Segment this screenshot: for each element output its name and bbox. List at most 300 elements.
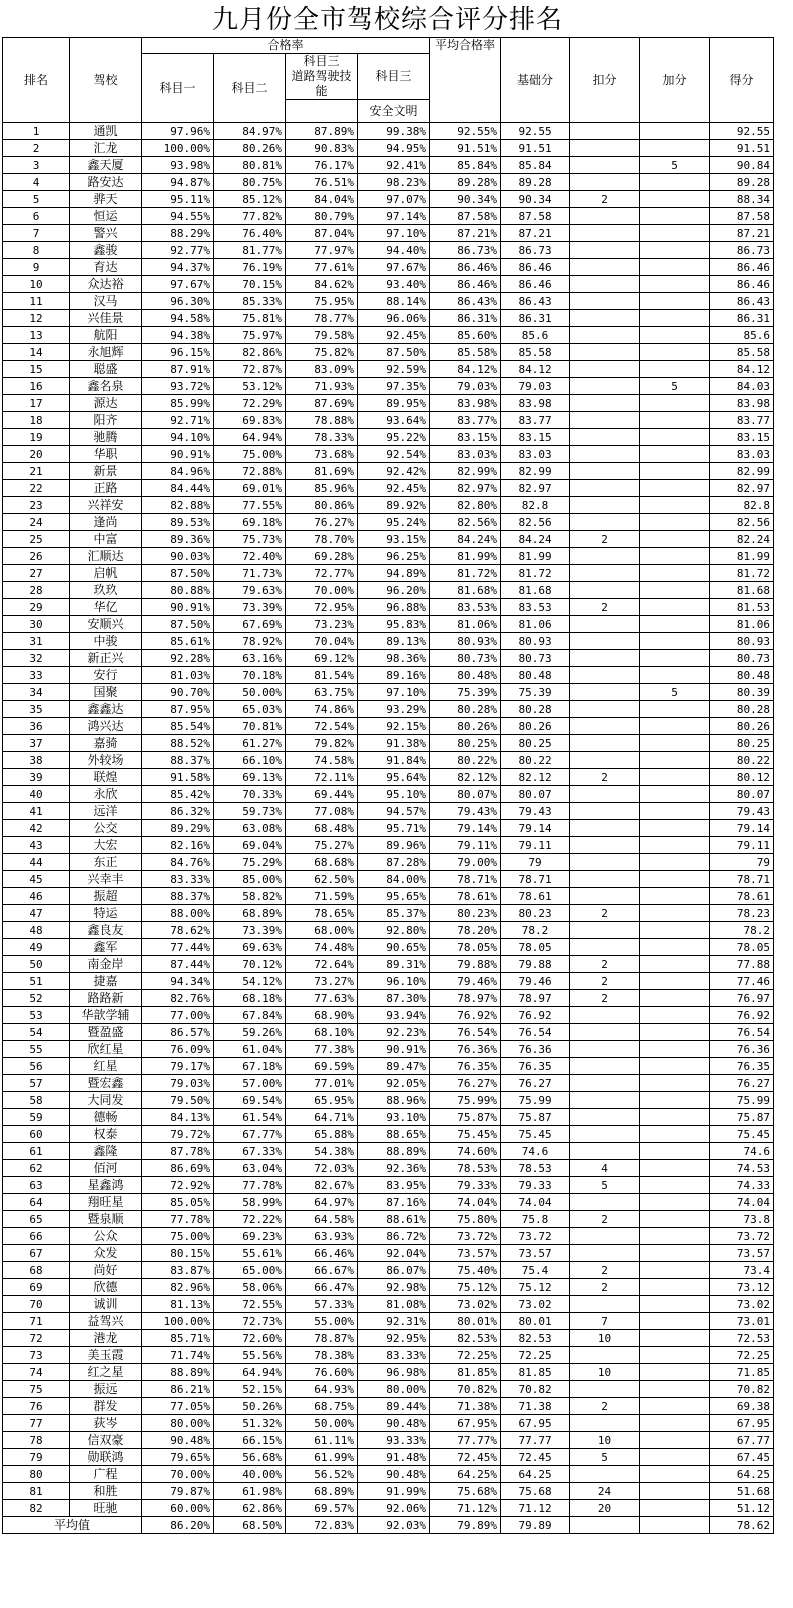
final-score: 73.02 xyxy=(710,1296,774,1313)
deduct-value xyxy=(570,1381,640,1398)
school-name: 众达裕 xyxy=(70,276,142,293)
final-score: 87.58 xyxy=(710,208,774,225)
rank-cell: 75 xyxy=(3,1381,70,1398)
subject3-road-rate: 64.58% xyxy=(286,1211,358,1228)
school-name: 暨宏鑫 xyxy=(70,1075,142,1092)
deduct-value xyxy=(570,565,640,582)
subject3-safe-rate: 92.98% xyxy=(358,1279,430,1296)
rank-cell: 12 xyxy=(3,310,70,327)
subject2-rate: 80.26% xyxy=(214,140,286,157)
bonus-value: 5 xyxy=(640,157,710,174)
bonus-value xyxy=(640,735,710,752)
subject1-rate: 88.00% xyxy=(142,905,214,922)
avg-pass-rate: 78.05% xyxy=(430,939,501,956)
subject1-rate: 79.03% xyxy=(142,1075,214,1092)
subject2-rate: 59.73% xyxy=(214,803,286,820)
subject2-rate: 80.81% xyxy=(214,157,286,174)
table-row xyxy=(3,939,774,956)
deduct-value xyxy=(570,310,640,327)
table-row xyxy=(3,1432,774,1449)
school-name: 华歆学辅 xyxy=(70,1007,142,1024)
subject1-rate: 71.74% xyxy=(142,1347,214,1364)
table-row xyxy=(3,752,774,769)
subject2-rate: 50.00% xyxy=(214,684,286,701)
base-score: 80.07 xyxy=(501,786,570,803)
subject1-rate: 85.71% xyxy=(142,1330,214,1347)
subject1-rate: 90.70% xyxy=(142,684,214,701)
subject3-safe-rate: 97.10% xyxy=(358,684,430,701)
base-score: 86.46 xyxy=(501,276,570,293)
base-score: 79.14 xyxy=(501,820,570,837)
rank-cell: 39 xyxy=(3,769,70,786)
final-score: 77.46 xyxy=(710,973,774,990)
base-score: 84.24 xyxy=(501,531,570,548)
rank-cell: 64 xyxy=(3,1194,70,1211)
deduct-value xyxy=(570,480,640,497)
avg-pass-rate: 76.35% xyxy=(430,1058,501,1075)
subject3-safe-rate: 89.13% xyxy=(358,633,430,650)
table-footer xyxy=(3,1517,774,1534)
base-score: 76.54 xyxy=(501,1024,570,1041)
final-score: 73.4 xyxy=(710,1262,774,1279)
table-row xyxy=(3,820,774,837)
school-name: 聪盛 xyxy=(70,361,142,378)
bonus-value xyxy=(640,1024,710,1041)
deduct-value xyxy=(570,633,640,650)
table-row xyxy=(3,463,774,480)
school-name: 公众 xyxy=(70,1228,142,1245)
header-subject3-road xyxy=(286,54,358,100)
subject1-rate: 94.38% xyxy=(142,327,214,344)
subject3-safe-rate: 89.92% xyxy=(358,497,430,514)
subject2-rate: 55.61% xyxy=(214,1245,286,1262)
base-score: 72.25 xyxy=(501,1347,570,1364)
rank-cell: 26 xyxy=(3,548,70,565)
school-name: 和胜 xyxy=(70,1483,142,1500)
subject1-rate: 77.00% xyxy=(142,1007,214,1024)
base-score: 83.98 xyxy=(501,395,570,412)
bonus-value xyxy=(640,888,710,905)
bonus-value xyxy=(640,1432,710,1449)
base-score: 80.28 xyxy=(501,701,570,718)
subject3-road-rate: 84.04% xyxy=(286,191,358,208)
subject1-rate: 86.32% xyxy=(142,803,214,820)
deduct-value: 2 xyxy=(570,599,640,616)
bonus-value xyxy=(640,514,710,531)
subject3-road-rate: 69.12% xyxy=(286,650,358,667)
subject3-road-rate: 64.71% xyxy=(286,1109,358,1126)
subject3-safe-rate: 92.05% xyxy=(358,1075,430,1092)
subject2-rate: 65.03% xyxy=(214,701,286,718)
base-score: 82.8 xyxy=(501,497,570,514)
school-name: 美玉霞 xyxy=(70,1347,142,1364)
subject1-rate: 94.37% xyxy=(142,259,214,276)
bonus-value xyxy=(640,463,710,480)
subject2-rate: 77.78% xyxy=(214,1177,286,1194)
rank-cell: 69 xyxy=(3,1279,70,1296)
rank-cell: 31 xyxy=(3,633,70,650)
subject3-road-rate: 72.03% xyxy=(286,1160,358,1177)
rank-cell: 79 xyxy=(3,1449,70,1466)
subject1-rate: 96.30% xyxy=(142,293,214,310)
subject2-rate: 68.89% xyxy=(214,905,286,922)
table-row xyxy=(3,1126,774,1143)
subject1-rate: 92.77% xyxy=(142,242,214,259)
deduct-value: 2 xyxy=(570,531,640,548)
subject1-rate: 97.96% xyxy=(142,123,214,140)
deduct-value: 10 xyxy=(570,1330,640,1347)
subject1-rate: 100.00% xyxy=(142,1313,214,1330)
table-row xyxy=(3,956,774,973)
school-name: 权泰 xyxy=(70,1126,142,1143)
deduct-value xyxy=(570,1007,640,1024)
subject3-safe-rate: 91.38% xyxy=(358,735,430,752)
table-row xyxy=(3,1092,774,1109)
table-row xyxy=(3,905,774,922)
subject3-road-rate: 54.38% xyxy=(286,1143,358,1160)
subject3-safe-rate: 91.84% xyxy=(358,752,430,769)
final-score: 79.11 xyxy=(710,837,774,854)
school-name: 路安达 xyxy=(70,174,142,191)
header-score: 得分 xyxy=(710,38,774,123)
subject3-road-rate: 78.87% xyxy=(286,1330,358,1347)
subject1-rate: 81.13% xyxy=(142,1296,214,1313)
table-row xyxy=(3,395,774,412)
bonus-value xyxy=(640,1500,710,1517)
school-name: 广程 xyxy=(70,1466,142,1483)
bonus-value xyxy=(640,395,710,412)
subject3-safe-rate: 87.16% xyxy=(358,1194,430,1211)
final-score: 76.97 xyxy=(710,990,774,1007)
table-row xyxy=(3,1262,774,1279)
final-score: 83.77 xyxy=(710,412,774,429)
subject3-road-rate: 62.50% xyxy=(286,871,358,888)
subject3-road-rate: 71.59% xyxy=(286,888,358,905)
final-score: 78.61 xyxy=(710,888,774,905)
avg-pass-rate: 76.36% xyxy=(430,1041,501,1058)
subject2-rate: 85.00% xyxy=(214,871,286,888)
header-subject3-road-top: 科目三 xyxy=(303,54,340,68)
bonus-value xyxy=(640,1211,710,1228)
avg-pass-rate: 80.23% xyxy=(430,905,501,922)
deduct-value: 2 xyxy=(570,973,640,990)
subject3-road-rate: 77.97% xyxy=(286,242,358,259)
avg-pass-rate: 85.60% xyxy=(430,327,501,344)
final-score: 73.72 xyxy=(710,1228,774,1245)
subject3-safe-rate: 93.64% xyxy=(358,412,430,429)
rank-cell: 78 xyxy=(3,1432,70,1449)
school-name: 红之星 xyxy=(70,1364,142,1381)
subject3-safe-rate: 97.14% xyxy=(358,208,430,225)
avg-pass-rate: 75.99% xyxy=(430,1092,501,1109)
subject3-safe-rate: 90.48% xyxy=(358,1415,430,1432)
deduct-value xyxy=(570,1041,640,1058)
subject3-road-rate: 69.44% xyxy=(286,786,358,803)
subject3-road-rate: 78.77% xyxy=(286,310,358,327)
rank-cell: 6 xyxy=(3,208,70,225)
base-score: 82.99 xyxy=(501,463,570,480)
bonus-value xyxy=(640,1347,710,1364)
base-score: 80.23 xyxy=(501,905,570,922)
avg-pass-rate: 83.98% xyxy=(430,395,501,412)
bonus-value xyxy=(640,344,710,361)
school-name: 兴幸丰 xyxy=(70,871,142,888)
subject3-safe-rate: 96.25% xyxy=(358,548,430,565)
deduct-value xyxy=(570,157,640,174)
subject3-safe-rate: 92.45% xyxy=(358,480,430,497)
final-score: 81.72 xyxy=(710,565,774,582)
school-name: 汇龙 xyxy=(70,140,142,157)
subject3-safe-rate: 97.67% xyxy=(358,259,430,276)
school-name: 德畅 xyxy=(70,1109,142,1126)
subject1-rate: 84.76% xyxy=(142,854,214,871)
rank-cell: 72 xyxy=(3,1330,70,1347)
table-row xyxy=(3,888,774,905)
subject3-safe-rate: 84.00% xyxy=(358,871,430,888)
subject3-safe-rate: 89.47% xyxy=(358,1058,430,1075)
avg-pass-rate: 78.97% xyxy=(430,990,501,1007)
final-score: 67.77 xyxy=(710,1432,774,1449)
avg-pass-rate: 71.12% xyxy=(430,1500,501,1517)
rank-cell: 70 xyxy=(3,1296,70,1313)
average-subject2: 68.50% xyxy=(214,1517,286,1534)
subject3-road-rate: 78.38% xyxy=(286,1347,358,1364)
table-row xyxy=(3,242,774,259)
subject1-rate: 84.13% xyxy=(142,1109,214,1126)
rank-cell: 59 xyxy=(3,1109,70,1126)
subject3-road-rate: 77.63% xyxy=(286,990,358,1007)
final-score: 70.82 xyxy=(710,1381,774,1398)
header-bonus: 加分 xyxy=(640,38,710,123)
final-score: 67.95 xyxy=(710,1415,774,1432)
base-score: 83.53 xyxy=(501,599,570,616)
base-score: 90.34 xyxy=(501,191,570,208)
subject3-road-rate: 80.86% xyxy=(286,497,358,514)
subject3-road-rate: 87.89% xyxy=(286,123,358,140)
subject2-rate: 75.73% xyxy=(214,531,286,548)
header-subject3-road-label: 道路驾驶技能 xyxy=(291,69,352,98)
deduct-value xyxy=(570,446,640,463)
table-row xyxy=(3,344,774,361)
subject1-rate: 85.99% xyxy=(142,395,214,412)
average-label: 平均值 xyxy=(3,1517,142,1534)
rank-cell: 65 xyxy=(3,1211,70,1228)
subject3-road-rate: 66.67% xyxy=(286,1262,358,1279)
avg-pass-rate: 72.45% xyxy=(430,1449,501,1466)
base-score: 67.95 xyxy=(501,1415,570,1432)
deduct-value xyxy=(570,786,640,803)
school-name: 鑫隆 xyxy=(70,1143,142,1160)
subject3-road-rate: 64.97% xyxy=(286,1194,358,1211)
subject2-rate: 67.84% xyxy=(214,1007,286,1024)
bonus-value xyxy=(640,1381,710,1398)
deduct-value: 2 xyxy=(570,1211,640,1228)
base-score: 83.77 xyxy=(501,412,570,429)
avg-pass-rate: 84.12% xyxy=(430,361,501,378)
base-score: 86.43 xyxy=(501,293,570,310)
final-score: 75.45 xyxy=(710,1126,774,1143)
subject3-road-rate: 55.00% xyxy=(286,1313,358,1330)
subject3-safe-rate: 93.40% xyxy=(358,276,430,293)
subject2-rate: 75.97% xyxy=(214,327,286,344)
subject1-rate: 60.00% xyxy=(142,1500,214,1517)
avg-pass-rate: 75.80% xyxy=(430,1211,501,1228)
subject2-rate: 69.54% xyxy=(214,1092,286,1109)
subject3-road-rate: 82.67% xyxy=(286,1177,358,1194)
subject3-safe-rate: 93.10% xyxy=(358,1109,430,1126)
final-score: 69.38 xyxy=(710,1398,774,1415)
avg-pass-rate: 78.20% xyxy=(430,922,501,939)
rank-cell: 46 xyxy=(3,888,70,905)
avg-pass-rate: 82.97% xyxy=(430,480,501,497)
final-score: 74.33 xyxy=(710,1177,774,1194)
subject1-rate: 84.96% xyxy=(142,463,214,480)
deduct-value xyxy=(570,650,640,667)
final-score: 74.6 xyxy=(710,1143,774,1160)
rank-cell: 19 xyxy=(3,429,70,446)
deduct-value xyxy=(570,718,640,735)
base-score: 87.58 xyxy=(501,208,570,225)
subject1-rate: 93.98% xyxy=(142,157,214,174)
deduct-value: 2 xyxy=(570,990,640,1007)
bonus-value xyxy=(640,140,710,157)
subject2-rate: 67.69% xyxy=(214,616,286,633)
subject3-road-rate: 68.90% xyxy=(286,1007,358,1024)
average-score: 78.62 xyxy=(710,1517,774,1534)
deduct-value xyxy=(570,1075,640,1092)
deduct-value xyxy=(570,922,640,939)
avg-pass-rate: 84.24% xyxy=(430,531,501,548)
base-score: 80.25 xyxy=(501,735,570,752)
base-score: 83.03 xyxy=(501,446,570,463)
subject3-road-rate: 61.99% xyxy=(286,1449,358,1466)
deduct-value xyxy=(570,1415,640,1432)
rank-cell: 81 xyxy=(3,1483,70,1500)
bonus-value xyxy=(640,1058,710,1075)
final-score: 73.8 xyxy=(710,1211,774,1228)
subject3-road-rate: 50.00% xyxy=(286,1415,358,1432)
school-name: 远洋 xyxy=(70,803,142,820)
school-name: 永欣 xyxy=(70,786,142,803)
table-row xyxy=(3,701,774,718)
bonus-value xyxy=(640,633,710,650)
subject3-road-rate: 76.27% xyxy=(286,514,358,531)
final-score: 84.12 xyxy=(710,361,774,378)
avg-pass-rate: 83.15% xyxy=(430,429,501,446)
subject1-rate: 88.37% xyxy=(142,888,214,905)
subject3-road-rate: 68.75% xyxy=(286,1398,358,1415)
avg-pass-rate: 67.95% xyxy=(430,1415,501,1432)
subject3-road-rate: 80.79% xyxy=(286,208,358,225)
bonus-value xyxy=(640,1449,710,1466)
school-name: 新正兴 xyxy=(70,650,142,667)
rank-cell: 17 xyxy=(3,395,70,412)
bonus-value xyxy=(640,854,710,871)
bonus-value xyxy=(640,820,710,837)
final-score: 78.71 xyxy=(710,871,774,888)
subject3-safe-rate: 93.33% xyxy=(358,1432,430,1449)
bonus-value xyxy=(640,1466,710,1483)
final-score: 89.28 xyxy=(710,174,774,191)
final-score: 72.25 xyxy=(710,1347,774,1364)
bonus-value xyxy=(640,412,710,429)
table-row xyxy=(3,497,774,514)
bonus-value xyxy=(640,1330,710,1347)
final-score: 77.88 xyxy=(710,956,774,973)
avg-pass-rate: 79.46% xyxy=(430,973,501,990)
final-score: 86.31 xyxy=(710,310,774,327)
final-score: 86.43 xyxy=(710,293,774,310)
rank-cell: 77 xyxy=(3,1415,70,1432)
rank-cell: 15 xyxy=(3,361,70,378)
deduct-value: 24 xyxy=(570,1483,640,1500)
subject3-safe-rate: 87.28% xyxy=(358,854,430,871)
subject2-rate: 61.27% xyxy=(214,735,286,752)
avg-pass-rate: 75.40% xyxy=(430,1262,501,1279)
avg-pass-rate: 74.60% xyxy=(430,1143,501,1160)
school-name: 源达 xyxy=(70,395,142,412)
avg-pass-rate: 80.25% xyxy=(430,735,501,752)
subject1-rate: 93.72% xyxy=(142,378,214,395)
final-score: 74.53 xyxy=(710,1160,774,1177)
avg-pass-rate: 80.01% xyxy=(430,1313,501,1330)
subject1-rate: 80.88% xyxy=(142,582,214,599)
subject1-rate: 90.91% xyxy=(142,599,214,616)
table-row xyxy=(3,446,774,463)
base-score: 78.97 xyxy=(501,990,570,1007)
rank-cell: 61 xyxy=(3,1143,70,1160)
avg-pass-rate: 82.80% xyxy=(430,497,501,514)
final-score: 80.48 xyxy=(710,667,774,684)
table-row xyxy=(3,208,774,225)
ranking-table xyxy=(2,37,774,1534)
table-row xyxy=(3,1075,774,1092)
base-score: 80.73 xyxy=(501,650,570,667)
final-score: 80.25 xyxy=(710,735,774,752)
bonus-value xyxy=(640,1007,710,1024)
bonus-value xyxy=(640,973,710,990)
base-score: 73.57 xyxy=(501,1245,570,1262)
final-score: 81.06 xyxy=(710,616,774,633)
final-score: 73.12 xyxy=(710,1279,774,1296)
subject1-rate: 94.55% xyxy=(142,208,214,225)
subject1-rate: 70.00% xyxy=(142,1466,214,1483)
subject3-road-rate: 90.83% xyxy=(286,140,358,157)
avg-pass-rate: 78.71% xyxy=(430,871,501,888)
rank-cell: 13 xyxy=(3,327,70,344)
table-row xyxy=(3,157,774,174)
base-score: 91.51 xyxy=(501,140,570,157)
school-name: 翔旺星 xyxy=(70,1194,142,1211)
subject2-rate: 50.26% xyxy=(214,1398,286,1415)
subject3-road-rate: 73.68% xyxy=(286,446,358,463)
subject1-rate: 88.29% xyxy=(142,225,214,242)
base-score: 74.04 xyxy=(501,1194,570,1211)
deduct-value xyxy=(570,1296,640,1313)
rank-cell: 68 xyxy=(3,1262,70,1279)
table-row xyxy=(3,1466,774,1483)
table-row xyxy=(3,786,774,803)
final-score: 76.92 xyxy=(710,1007,774,1024)
deduct-value xyxy=(570,344,640,361)
school-name: 逢尚 xyxy=(70,514,142,531)
header-pass-rate: 合格率 xyxy=(142,38,430,54)
final-score: 82.24 xyxy=(710,531,774,548)
subject3-road-rate: 66.46% xyxy=(286,1245,358,1262)
subject1-rate: 97.67% xyxy=(142,276,214,293)
subject3-safe-rate: 96.88% xyxy=(358,599,430,616)
base-score: 80.26 xyxy=(501,718,570,735)
